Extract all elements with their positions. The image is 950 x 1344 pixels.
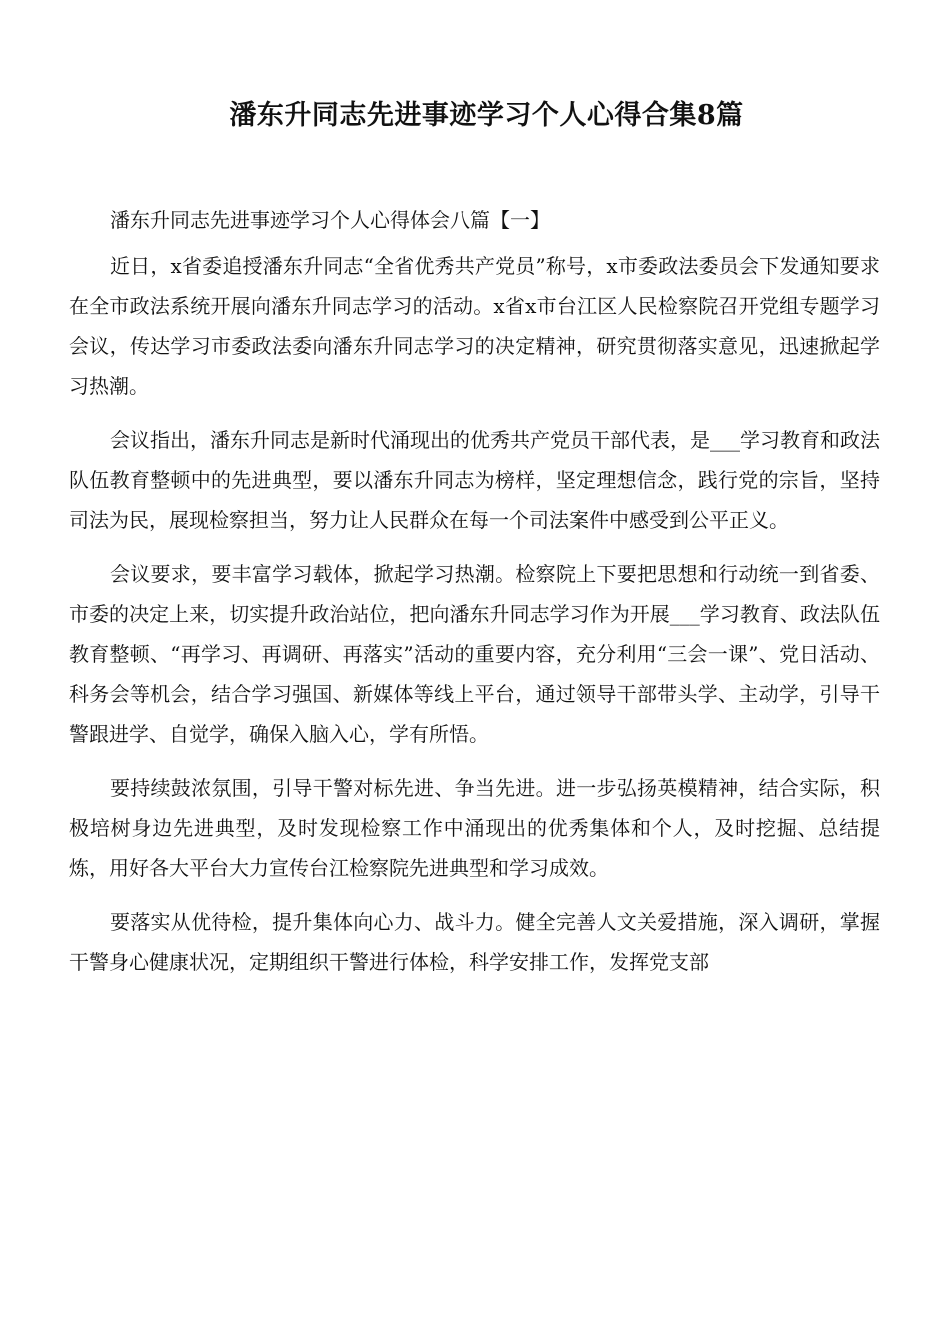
body-paragraph: 会议要求，要丰富学习载体，掀起学习热潮。检察院上下要把思想和行动统一到省委、市委的决定上来，切实提升政治站位，把向潘东升同志学习作为开展___学习教育、政法队伍教育整顿、“再学习、再调研、再落实”活动的重要内容，充分利用“三会一课”、党日活动、科务会等机会，结合学习强国、新媒体等线上平台，通过领导干部带头学、主动学，引导干警跟进学、自觉学，确保入脑入心，学有所悟。 xyxy=(69,562,880,746)
body-paragraph: 要持续鼓浓氛围，引导干警对标先进、争当先进。进一步弘扬英模精神，结合实际，积极培树身边先进典型，及时发现检察工作中涌现出的优秀集体和个人，及时挖掘、总结提炼，用好各大平台大力宣传台江检察院先进典型和学习成效。 xyxy=(69,776,880,880)
document-title: 潘东升同志先进事迹学习个人心得合集8篇 xyxy=(229,100,744,131)
body-paragraph: 要落实从优待检，提升集体向心力、战斗力。健全完善人文关爱措施，深入调研，掌握干警身心健康状况，定期组织干警进行体检，科学安排工作，发挥党支部 xyxy=(69,910,880,974)
body-paragraph: 近日，x省委追授潘东升同志“全省优秀共产党员”称号，x市委政法委员会下发通知要求在全市政法系统开展向潘东升同志学习的活动。x省x市台江区人民检察院召开党组专题学习会议，传达学习市委政法委向潘东升同志学习的决定精神，研究贯彻落实意见，迅速掀起学习热潮。 xyxy=(69,254,880,398)
body-paragraph: 会议指出，潘东升同志是新时代涌现出的优秀共产党员干部代表，是___学习教育和政法队伍教育整顿中的先进典型，要以潘东升同志为榜样，坚定理想信念，践行党的宗旨，坚持司法为民，展现检察担当，努力让人民群众在每一个司法案件中感受到公平正义。 xyxy=(69,428,880,532)
document-body xyxy=(69,200,880,982)
section-heading: 潘东升同志先进事迹学习个人心得体会八篇【一】 xyxy=(110,208,550,232)
